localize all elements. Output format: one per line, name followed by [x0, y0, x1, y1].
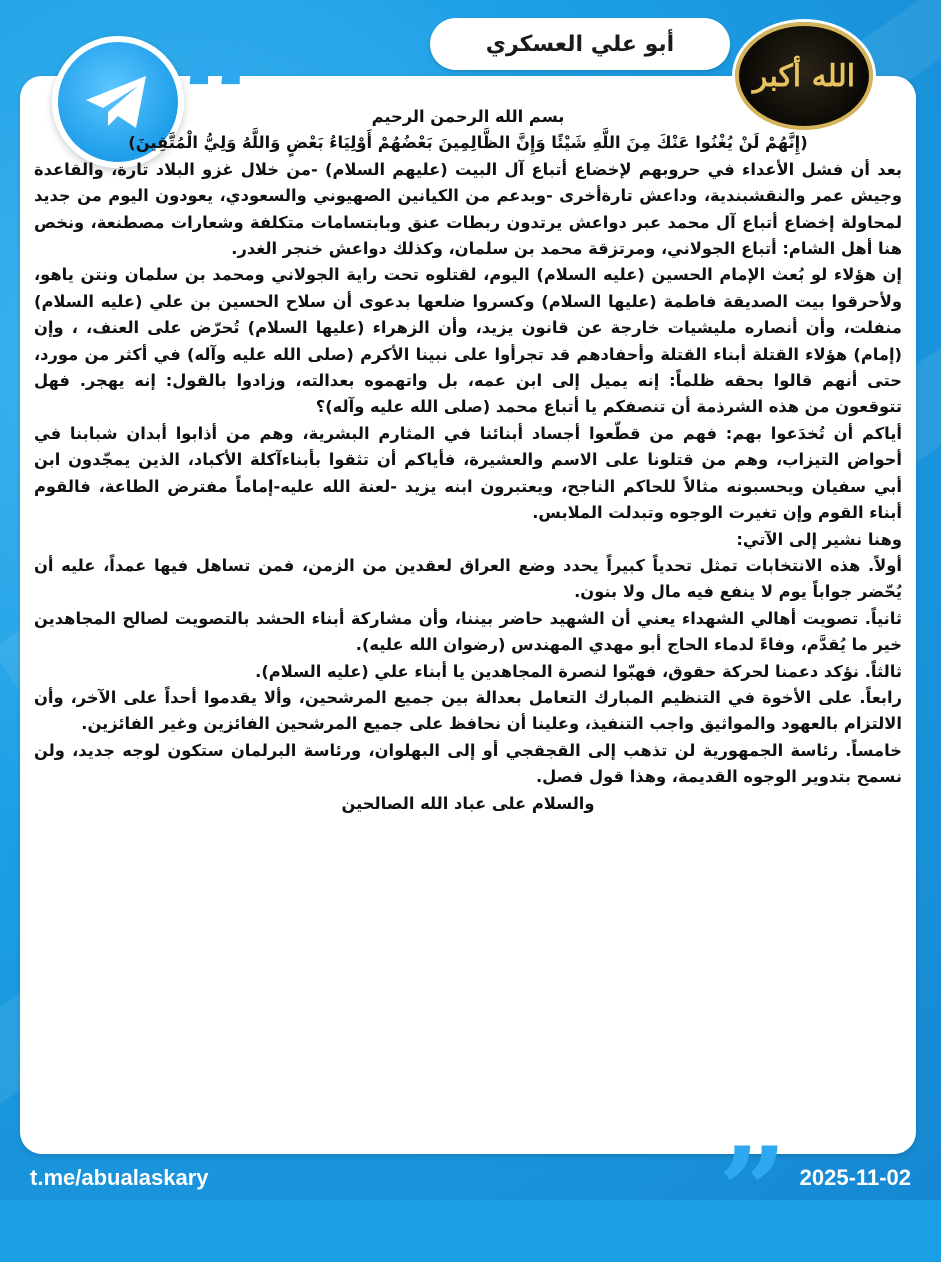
paragraph: إن هؤلاء لو بُعث الإمام الحسين (عليه السلام) اليوم، لقتلوه تحت راية الجولاني ومحمد بن سلمان ونتن ياهو، ولأحرقوا بيت الصديقة فاطمة (عليها السلام) وكسروا ضلعها بدعوى أن سلاح الحسين بن علي (عليه السلام) منفلت، وأن أنصاره مليشيات خارجة عن قانون يزيد، وأن الزهراء (عليها السلام) تُحرّض على العنف، ، وإن (إمام) هؤلاء القتلة أبناء القتلة وأحفادهم قد تجرأوا على نبينا الأكرم (صلى الله عليه وآله) في أكثر من مورد، حتى أنهم قالوا بحقه ظلماً: إنه يميل إلى ابن عمه، بل واتهموه بعدالته، وزادوا بالقول: إنه يهجر. فهل تتوقعون من هذه الشرذمة أن تنصفكم يا أتباع محمد (صلى الله عليه وآله)؟	[34, 265, 902, 417]
quote-close-icon: ”	[718, 1121, 788, 1262]
publish-date: 2025-11-02	[799, 1165, 911, 1190]
paragraph: أولاً. هذه الانتخابات تمثل تحدياً كبيراً يحدد وضع العراق لعقدين من الزمن، فمن تساهل فيها عمداً، عليه أن يُحّضر جواباً يوم لا ينفع فيه مال ولا بنون.	[34, 555, 902, 602]
closing-line: والسلام على عباد الله الصالحين	[341, 793, 595, 813]
author-title	[430, 18, 730, 70]
paragraph: ثانياً. تصويت أهالي الشهداء يعني أن الشهيد حاضر بيننا، وأن مشاركة أبناء الحشد بالتصويت لصالح المجاهدين خير ما يُقدَّم، وفاءً لدماء الحاج أبو مهدي المهندس (رضوان الله عليه).	[34, 608, 902, 655]
author-name: أبو علي العسكري	[485, 31, 675, 57]
telegram-link[interactable]: t.me/abualaskary	[30, 1165, 209, 1190]
paragraph: وهنا نشير إلى الآتي:	[736, 529, 902, 549]
paragraph: أياكم أن تُخدَعوا بهم: فهم من قطّعوا أجساد أبنائنا في المثارم البشرية، وهم من أذابوا أبدان شبابنا في أحواض التيزاب، وهم من قتلونا على الاسم والعشيرة، فأياكم أن تثقوا بأبناءآكلة الأكباد، الذين يمجّدون ابن أبي سفيان ويحسبونه مثالاً للحاكم الناجح، ويعتبرون ابنه يزيد -لعنة الله عليه-إماماً مفترض الطاعة، فالقوم أبناء القوم وإن تغيرت الوجوه وتبدلت الملابس.	[34, 423, 902, 523]
basmala: بسم الله الرحمن الرحيم	[371, 107, 565, 126]
quote-open-icon: “	[180, 18, 261, 182]
quranic-verse: (إِنَّهُمْ لَنْ يُغْنُوا عَنْكَ مِنَ اللَّهِ شَيْئًا وَإِنَّ الظَّالِمِينَ بَعْضُهُمْ أَوْلِيَاءُ بَعْضٍ وَاللَّهُ وَلِيُّ الْمُتَّقِينَ)	[128, 133, 808, 153]
paragraph: ثالثاً. نؤكد دعمنا لحركة حقوق، فهبّوا لنصرة المجاهدين يا أبناء علي (عليه السلام).	[255, 661, 902, 681]
paragraph: خامساً. رئاسة الجمهورية لن تذهب إلى القجقجي أو إلى البهلوان، ورئاسة البرلمان ستكون لوجه جديد، ولن نسمح بتدوير الوجوه القديمة، وهذا قول فصل.	[34, 740, 902, 787]
logo-text: الله أكبر	[752, 58, 856, 94]
statement-body	[34, 104, 902, 817]
paragraph: رابعاً. على الأخوة في التنظيم المبارك التعامل بعدالة بين جميع المرشحين، وألا يقدموا أحداً على الآخر، وأن الالتزام بالعهود والمواثيق واجب التنفيذ، وعلينا أن نحافظ على جميع المرشحين الفائزين وغير الفائزين.	[34, 687, 902, 734]
paragraph: بعد أن فشل الأعداء في حروبهم لإخضاع أتباع آل البيت (عليهم السلام) -من خلال غزو البلاد تارة، والقاعدة وجيش عمر والنقشبندية، وداعش تارةأخرى -وبدعم من الكيانين الصهيوني والسعودي، يعودون اليوم من جديد لمحاولة إخضاع أتباع آل محمد عبر دواعش يرتدون ربطات عنق وبابتسامات متكلفة وشعارات مصطنعة، ونخص هنا أهل الشام: أتباع الجولاني، ومرتزقة محمد بن سلمان، وكذلك دواعش خنجر الغدر.	[34, 159, 902, 259]
